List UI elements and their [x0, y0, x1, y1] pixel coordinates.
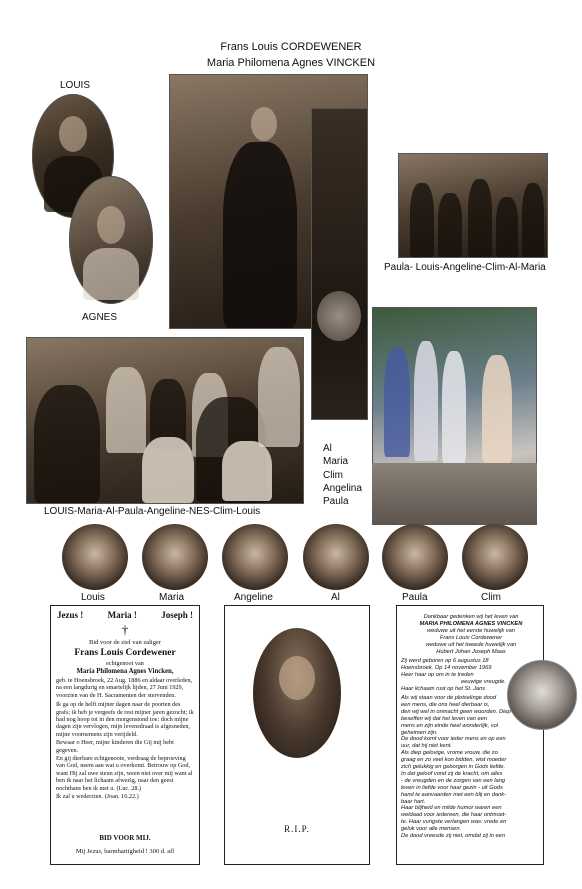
right-card-line: Frans Louis Cordewener: [439, 634, 503, 641]
rip-card: [224, 605, 370, 865]
right-card-line: eeuwige vreugde.: [461, 679, 506, 686]
portrait-circle-al: [303, 524, 369, 590]
portrait-circle-paula: [382, 524, 448, 590]
card-body: [56, 677, 194, 801]
portrait-name: Al: [331, 592, 340, 603]
portrait-name: Paula: [402, 592, 428, 603]
card-paragraph: En gij dierbare echtgenoote, verdraag de beproeving van God, neem aan wat u overkomt. Betrouw op God, want Hij zal uwe steun zijn, ween niet over mij want al ben ik naar het lichaam afwezig, naar den geest nochthans ben ik met u. (Luc. 28.): [56, 755, 193, 792]
label-agnes: AGNES: [82, 312, 118, 323]
right-card-line: graag en zo veel kon bidden, wist moeder: [401, 757, 507, 764]
right-card-line: Dankbaar gedenken wij het leven van: [423, 614, 519, 620]
right-card-line: baar hart.: [401, 798, 426, 805]
right-card-line: geheimen zijn.: [401, 729, 438, 736]
page-title-line2: Maria Philomena Agnes VINCKEN: [206, 57, 376, 69]
portrait-name: Louis: [81, 592, 105, 603]
card-paragraph: geb. te Hoensbroek, 22 Aug. 1886 en aldaar overleden, na een langdurig en smartelijk lijden, 27 Juni 1929, voorzien van de H. Sacramenten der stervenden.: [56, 677, 193, 699]
card-heading-jezus: Jezus !: [57, 610, 84, 620]
label-children-top: Paula- Louis-Angeline-Clim-Al-Maria: [384, 262, 546, 273]
card-closing: BID VOOR MIJ.: [99, 834, 151, 842]
label-family-group: LOUIS-Maria-Al-Paula-Angeline-NES-Clim-Louis: [44, 506, 261, 517]
card-paragraph: Ik zal u wederzien. (Joan. 16.22.): [56, 793, 139, 801]
right-card-line: De dood komt voor ieder mens en op een: [401, 736, 506, 743]
memorial-card: [50, 605, 200, 865]
right-card-line: Als wij staan voor de plotselinge dood: [401, 694, 497, 701]
portrait-circle-clim: [462, 524, 528, 590]
card-heading-maria: Maria !: [107, 610, 137, 620]
right-memorial-card: [396, 605, 544, 865]
right-card-line: beseffen wij dat het leven van een: [401, 715, 488, 722]
card-heading-joseph: Joseph !: [161, 610, 193, 620]
right-card-text: [401, 614, 541, 840]
right-card-line: een mens, die ons heel dierbaar is,: [401, 701, 490, 708]
right-card-line: te. Haar vurigste verlangen was: vrede en: [401, 819, 507, 826]
card-paragraph: Bewaar o Heer, mijne kinderen die Gij mij hebt gegeven.: [56, 739, 174, 754]
names-list-item: Paula: [323, 496, 349, 507]
names-list-item: Al: [323, 443, 332, 454]
portrait-name: Clim: [481, 592, 501, 603]
right-card-line: den wij wel in onmacht geen woorden. Diep: [401, 708, 511, 715]
portrait-circle-louis: [62, 524, 128, 590]
right-card-line: weldaad voor iedereen, die haar ontmoet-: [401, 812, 507, 819]
names-list-item: Angelina: [323, 483, 362, 494]
card-intro: Bid voor de ziel van zaliger: [88, 639, 161, 646]
right-card-line: hand te aanvaarden met een blij en dank-: [401, 791, 506, 798]
right-card-line: Haar blijheid en milde humor waren een: [401, 805, 502, 812]
portrait-circle-maria: [142, 524, 208, 590]
right-card-line: Als diep gelovige, vrome vrouw, die zo: [401, 750, 498, 757]
names-list-item: Maria: [323, 456, 349, 467]
cross-icon: †: [121, 622, 129, 637]
right-card-line: MARIA PHILOMENA AGNES VINCKEN: [419, 620, 523, 627]
right-card-line: weduwe uit het eerste huwelijk van: [427, 627, 515, 634]
right-card-line: In dat geloof vond zij de kracht, om alles: [401, 770, 503, 777]
names-list-item: Clim: [323, 470, 343, 481]
label-louis: LOUIS: [60, 80, 91, 91]
right-card-line: weduwe uit het tweede huwelijk van: [425, 641, 517, 648]
right-card-line: Zij werd geboren op 6 augustus 18: [401, 658, 489, 665]
rip-portrait-oval: [253, 628, 341, 758]
card-spouse: Maria Philomena Agnes Vincken,: [76, 668, 174, 675]
portrait-agnes-oval: [69, 176, 153, 304]
bride-photo-extension: [311, 108, 368, 420]
bouquet: [317, 291, 361, 341]
steps: [372, 463, 537, 525]
portrait-circle-angeline: [222, 524, 288, 590]
right-card-line: leven in liefde voor haar gezin - uit Gods: [401, 784, 503, 791]
children-photo: [398, 153, 548, 258]
color-group-photo: [372, 307, 537, 525]
right-card-line: Hubert Johan Joseph Maas: [436, 648, 506, 655]
right-card-line: zich gelukkig en geborgen in Gods liefde.: [401, 764, 506, 771]
right-card-line: - de vreugden en de zorgen van een lang: [401, 777, 506, 784]
card-prayer: Mij Jezus, barmhartigheid ! 300 d. afl: [75, 848, 175, 855]
family-group-photo: [26, 337, 304, 504]
card-paragraph: Ik ga op de helft mijner dagen naar de poorten des grafs; ik heb je vergeefs de rest mijner jaren gezocht; ik had nog hoop tot in den morgenstond toe: doch mijne dagen zijn vervlogen, mijn levensdraad is afgesneden, mijne voornemens zijn verijdeld.: [56, 701, 194, 738]
rip-text: R.I.P.: [284, 824, 310, 834]
right-card-line: mens en zijn einde heel wonderlijk, vol: [401, 722, 499, 729]
portrait-name: Maria: [159, 592, 185, 603]
right-card-line: uur, dat hij niet kent.: [401, 743, 452, 750]
right-card-line: De dood vreesde zij niet, omdat zij in een: [401, 833, 506, 840]
page-title-line1: Frans Louis CORDEWENER: [220, 41, 362, 53]
right-card-line: Heer haar op om in te treden: [401, 672, 474, 679]
right-card-line: geluk voor alle mensen.: [401, 826, 462, 833]
right-card-line: Hoensbroek. Op 14 november 1969: [401, 665, 492, 672]
portrait-circle-agnes-elderly: [507, 660, 577, 730]
portrait-name: Angeline: [234, 592, 273, 603]
card-spouse-label: echtgenoot van: [106, 660, 144, 667]
right-card-line: Haar lichaam rust op het St. Jans: [401, 686, 486, 693]
card-heading: [57, 610, 193, 620]
card-name: Frans Louis Cordewener: [74, 648, 176, 658]
